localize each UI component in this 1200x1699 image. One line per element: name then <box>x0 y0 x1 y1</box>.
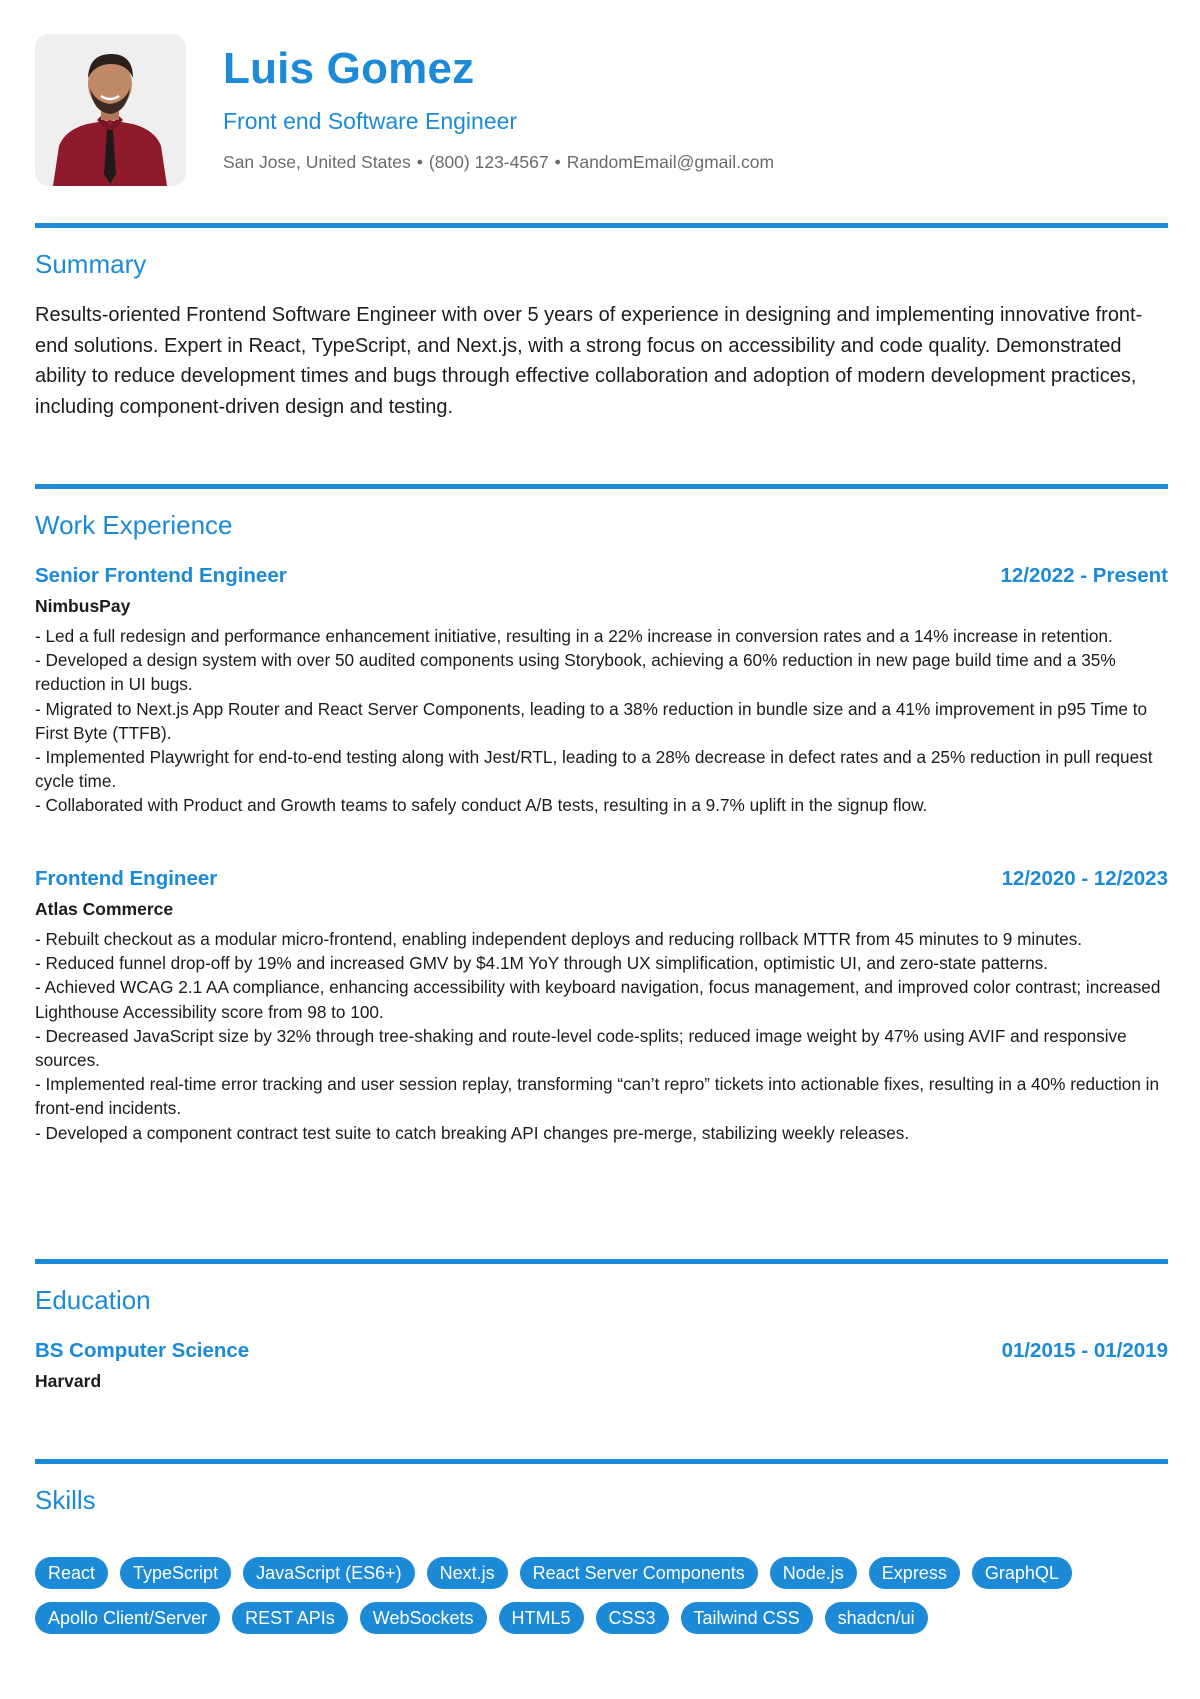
skill-chip: React <box>35 1557 108 1589</box>
job-title: Senior Frontend Engineer <box>35 564 287 587</box>
skill-chip: WebSockets <box>360 1602 487 1634</box>
contact-phone: (800) 123-4567 <box>428 152 549 172</box>
candidate-name: Luis Gomez <box>223 44 475 93</box>
summary-text: Results-oriented Frontend Software Engineer with over 5 years of experience in designing and implementing innovative front-end solutions. Expert in React, TypeScript, and Next.js, with a strong focus on accessibility and code quality. Demonstrated ability to reduce development times and bugs through effective collaboration and adoption of modern development practices, including component-driven design and testing. <box>35 304 1143 418</box>
contact-separator: • <box>554 152 561 172</box>
job-bullets <box>35 927 1168 1145</box>
skill-chip: Apollo Client/Server <box>35 1602 220 1634</box>
skill-chip: Express <box>869 1557 960 1589</box>
skills-list <box>35 1557 1168 1647</box>
skill-row <box>35 1602 1168 1634</box>
job-bullet: - Rebuilt checkout as a modular micro-frontend, enabling independent deploys and reducing rollback MTTR from 45 minutes to 9 minutes. <box>35 929 1083 949</box>
skill-chip: Next.js <box>427 1557 508 1589</box>
skill-chip: React Server Components <box>520 1557 758 1589</box>
skill-row <box>35 1557 1168 1589</box>
job-bullet: - Implemented real-time error tracking and user session replay, transforming “can’t repro” tickets into actionable fixes, resulting in a 40% reduction in front-end incidents. <box>35 1074 1160 1119</box>
job-company: Atlas Commerce <box>35 899 174 919</box>
skill-chip: JavaScript (ES6+) <box>243 1557 415 1589</box>
section-divider <box>35 1259 1168 1264</box>
job-title: Frontend Engineer <box>35 867 218 890</box>
job-bullet: - Developed a design system with over 50 audited components using Storybook, achieving a 60% reduction in new page build time and a 35% reduction in UI bugs. <box>35 650 1116 695</box>
job-bullet: - Decreased JavaScript size by 32% through tree-shaking and route-level code-splits; reduced image weight by 47% using AVIF and responsive sources. <box>35 1025 1127 1071</box>
skill-chip: HTML5 <box>499 1602 584 1634</box>
job-bullet: - Developed a component contract test suite to catch breaking API changes pre-merge, stabilizing weekly releases. <box>35 1122 910 1143</box>
summary-heading: Summary <box>35 249 147 279</box>
school-name: Harvard <box>35 1371 102 1391</box>
job-bullet: - Migrated to Next.js App Router and React Server Components, leading to a 38% reduction in bundle size and a 41% improvement in p95 Time to First Byte (TTFB). <box>35 698 1148 743</box>
candidate-title: Front end Software Engineer <box>223 108 518 134</box>
contact-location: San Jose, United States <box>223 152 411 172</box>
education-dates: 01/2015 - 01/2019 <box>1001 1339 1168 1362</box>
contact-line <box>223 150 774 174</box>
person-avatar-icon <box>35 34 186 186</box>
education-heading: Education <box>35 1285 151 1315</box>
job-bullet: - Led a full redesign and performance enhancement initiative, resulting in a 22% increase in conversion rates and a 14% increase in retention. <box>35 626 1113 646</box>
skill-chip: Tailwind CSS <box>681 1602 813 1634</box>
skill-chip: shadcn/ui <box>825 1602 928 1634</box>
contact-separator: • <box>416 152 423 172</box>
job-bullet: - Implemented Playwright for end-to-end testing along with Jest/RTL, leading to a 28% decrease in defect rates and a 25% reduction in pull request cycle time. <box>35 747 1153 792</box>
skill-chip: REST APIs <box>232 1602 348 1634</box>
degree-title: BS Computer Science <box>35 1339 250 1362</box>
job-bullets <box>35 624 1168 818</box>
profile-photo <box>35 34 186 186</box>
skill-chip: GraphQL <box>972 1557 1072 1589</box>
header-text <box>223 42 774 174</box>
section-divider <box>35 1459 1168 1464</box>
skill-chip: CSS3 <box>596 1602 669 1634</box>
job-bullet: - Collaborated with Product and Growth teams to safely conduct A/B tests, resulting in a 9.7% uplift in the signup flow. <box>35 795 928 816</box>
section-divider <box>35 223 1168 228</box>
resume-header <box>35 34 1168 186</box>
contact-email: RandomEmail@gmail.com <box>566 152 775 172</box>
job-bullet: - Achieved WCAG 2.1 AA compliance, enhancing accessibility with keyboard navigation, focus management, and improved color contrast; increased Lighthouse Accessibility score from 98 to 100. <box>35 977 1161 1022</box>
job-dates: 12/2020 - 12/2023 <box>1001 867 1168 890</box>
skill-chip: Node.js <box>770 1557 857 1589</box>
job-company: NimbusPay <box>35 596 131 616</box>
job-bullet: - Reduced funnel drop-off by 19% and increased GMV by $4.1M YoY through UX simplification, optimistic UI, and zero-state patterns. <box>35 953 1049 974</box>
resume-page <box>35 34 1168 1628</box>
job-entry <box>35 866 1168 1145</box>
skill-chip: TypeScript <box>120 1557 231 1589</box>
job-entry <box>35 563 1168 818</box>
education-entry <box>35 1338 1168 1393</box>
section-divider <box>35 484 1168 489</box>
job-dates: 12/2022 - Present <box>1000 564 1168 587</box>
skills-heading: Skills <box>35 1485 96 1515</box>
experience-heading: Work Experience <box>35 510 233 540</box>
